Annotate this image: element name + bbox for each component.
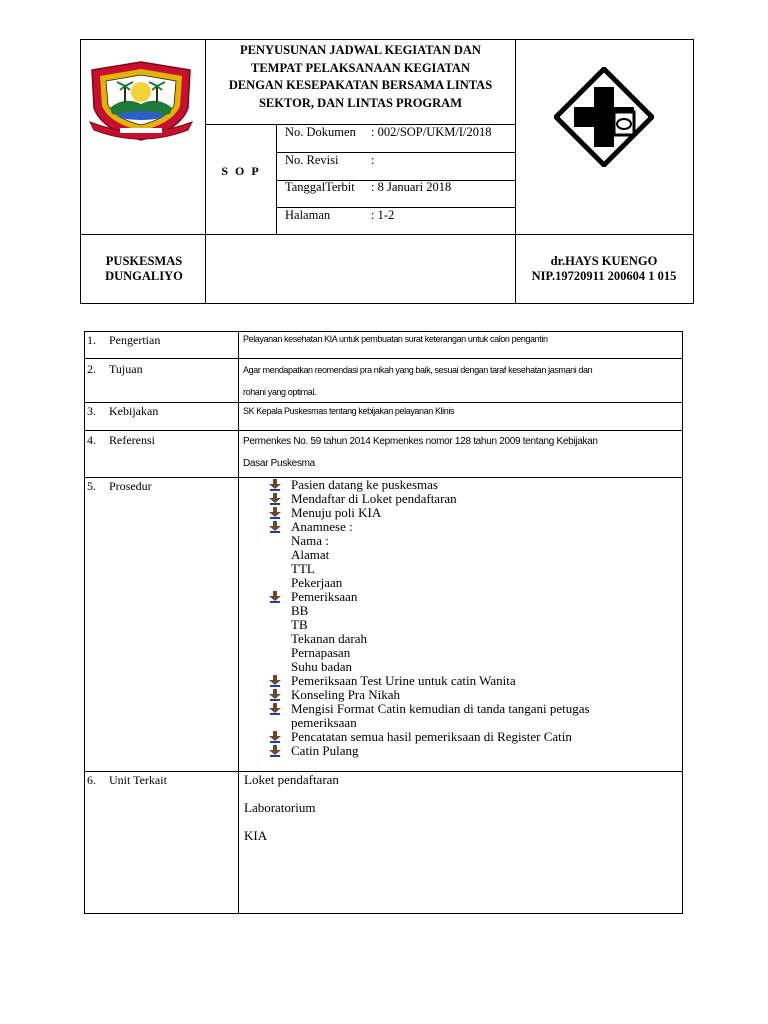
page-value: : 1-2 <box>371 208 395 222</box>
list-bullet-icon <box>269 675 281 687</box>
list-bullet-icon <box>269 591 281 603</box>
sop-label: S O P <box>221 164 261 178</box>
list-bullet-icon <box>269 507 281 519</box>
row-number: 3. <box>87 404 96 418</box>
list-bullet-icon <box>269 731 281 743</box>
procedure-step: Pemeriksaan <box>291 589 358 604</box>
kebijakan-text: SK Kepala Puskesmas tentang kebijakan pelayanan Klinis <box>243 406 455 416</box>
procedure-step: Pencatatan semua hasil pemeriksaan di Register Catin <box>291 729 572 744</box>
doc-number-value: : 002/SOP/UKM/I/2018 <box>371 125 492 139</box>
procedure-step: Mengisi Format Catin kemudian di tanda tangani petugas <box>291 701 590 716</box>
table-divider <box>84 771 683 772</box>
tujuan-line: Agar mendapatkan reomendasi pra nikah yang baik, sesuai dengan taraf kesehatan jasmani dan <box>243 365 593 375</box>
row-title: Kebijakan <box>109 404 159 418</box>
document-title <box>206 40 515 124</box>
puskesmas-cross-logo-icon <box>554 67 654 167</box>
procedure-substep: TB <box>291 617 308 632</box>
row-label-unit <box>87 773 167 788</box>
page-row <box>285 208 394 223</box>
puskesmas-name <box>84 254 204 284</box>
procedure-step-continued: pemeriksaan <box>291 715 357 730</box>
tujuan-line: rohani yang optimal. <box>243 387 317 397</box>
procedure-substep: Pernapasan <box>291 645 351 660</box>
procedure-step: Catin Pulang <box>291 743 359 758</box>
row-number: 5. <box>87 479 96 493</box>
procedure-substep: TTL <box>291 561 315 576</box>
procedure-substep: Suhu badan <box>291 659 353 674</box>
signer-nip: NIP.19720911 200604 1 015 <box>531 269 677 283</box>
list-bullet-icon <box>269 479 281 491</box>
title-line: TEMPAT PELAKSANAAN KEGIATAN <box>250 60 470 75</box>
procedure-substep: Nama : <box>291 533 329 548</box>
signer-block <box>515 254 693 284</box>
pengertian-text: Pelayanan kesehatan KIA untuk pembuatan surat keterangan untuk calon pengantin <box>243 334 548 344</box>
header-divider <box>80 234 694 235</box>
procedure-substep: Alamat <box>291 547 330 562</box>
page-key: Halaman <box>285 208 331 222</box>
doc-number-key: No. Dokumen <box>285 125 356 139</box>
row-title: Referensi <box>109 433 155 447</box>
procedure-step: Pasien datang ke puskesmas <box>291 477 438 492</box>
row-label-kebijakan <box>87 404 158 419</box>
procedure-step: Mendaftar di Loket pendaftaran <box>291 491 457 506</box>
title-line: DENGAN KESEPAKATAN BERSAMA LINTAS <box>228 78 493 92</box>
row-label-tujuan <box>87 362 143 377</box>
issue-date-key: TanggalTerbit <box>285 180 355 194</box>
regency-crest-icon <box>84 60 198 142</box>
procedure-step: Menuju poli KIA <box>291 505 382 520</box>
list-bullet-icon <box>269 493 281 505</box>
row-title: Unit Terkait <box>109 773 167 787</box>
row-label-pengertian <box>87 333 160 348</box>
unit-item: Loket pendaftaran <box>244 772 339 787</box>
header-divider <box>276 124 277 234</box>
referensi-text <box>243 431 679 475</box>
revision-value: : <box>371 153 375 167</box>
row-number: 2. <box>87 362 96 376</box>
revision-row <box>285 153 374 168</box>
row-number: 4. <box>87 433 96 447</box>
row-number: 1. <box>87 333 96 347</box>
procedure-step: Anamnese : <box>291 519 353 534</box>
procedure-substep: BB <box>291 603 309 618</box>
table-divider <box>238 331 239 914</box>
title-line: PENYUSUNAN JADWAL KEGIATAN DAN <box>240 43 481 57</box>
row-label-referensi <box>87 433 155 448</box>
signer-name: dr.HAYS KUENGO <box>550 254 658 268</box>
procedure-substep: Tekanan darah <box>291 631 367 646</box>
title-line: SEKTOR, DAN LINTAS PROGRAM <box>258 95 463 110</box>
puskesmas-line: PUSKESMAS <box>105 254 183 268</box>
tujuan-text <box>243 359 679 403</box>
issue-date-value: : 8 Januari 2018 <box>371 180 452 194</box>
list-bullet-icon <box>269 521 281 533</box>
procedure-step: Pemeriksaan Test Urine untuk catin Wanita <box>291 673 516 688</box>
puskesmas-line: DUNGALIYO <box>105 269 183 283</box>
issue-date-row <box>285 180 451 195</box>
row-label-prosedur <box>87 479 152 494</box>
referensi-line: Dasar Puskesma <box>243 458 315 469</box>
list-bullet-icon <box>269 703 281 715</box>
procedure-step: Konseling Pra Nikah <box>291 687 401 702</box>
row-title: Pengertian <box>109 333 161 347</box>
doc-number-row <box>285 125 492 140</box>
row-number: 6. <box>87 773 96 787</box>
referensi-line: Permenkes No. 59 tahun 2014 Kepmenkes nomor 128 tahun 2009 tentang Kebijakan <box>243 436 598 447</box>
revision-key: No. Revisi <box>285 153 339 167</box>
row-title: Prosedur <box>109 479 152 493</box>
unit-item: Laboratorium <box>244 800 316 815</box>
row-title: Tujuan <box>109 362 143 376</box>
procedure-substep: Pekerjaan <box>291 575 343 590</box>
list-bullet-icon <box>269 689 281 701</box>
unit-item: KIA <box>244 828 268 843</box>
list-bullet-icon <box>269 745 281 757</box>
